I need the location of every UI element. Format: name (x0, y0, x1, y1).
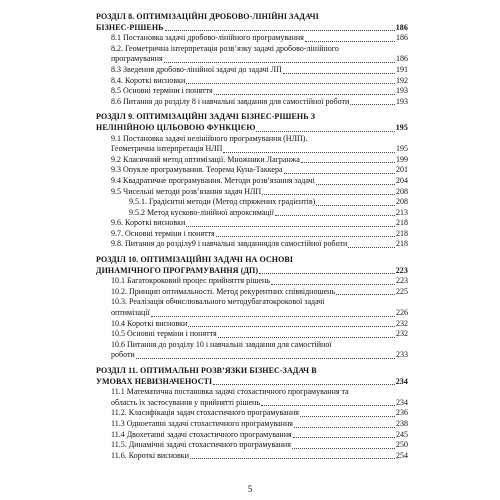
toc-page-number: 199 (396, 154, 408, 164)
toc-subsection-entry (96, 287, 408, 298)
toc-subsection-entry (96, 218, 408, 229)
toc-entry-title: 8.3 Зведення дробово-лінійної задачі до задачі ЛП (111, 64, 282, 74)
toc-subsection-entry (96, 408, 408, 419)
toc-page-number: 225 (396, 286, 408, 296)
toc-section-entry (96, 366, 408, 387)
toc-entry-title-line2: УМОВАХ НЕВИЗНАЧЕНОСТІ (96, 376, 213, 386)
toc-section-entry (96, 255, 408, 276)
dot-leader (165, 30, 395, 31)
toc-subsection-entry (96, 76, 408, 87)
toc-subsection-entry (96, 187, 408, 198)
toc-page-number: 218 (396, 218, 408, 228)
toc-entry-title-line1: РОЗДІЛ 8. ОПТИМІЗАЦІЙНІ ДРОБОВО-ЛІНІЙНІ ЗАДАЧІ (96, 12, 319, 21)
toc-entry-title: 11.6. Короткі висновки (111, 450, 189, 460)
dot-leader (259, 273, 395, 274)
dot-leader (151, 316, 395, 317)
toc-page-number: 218 (396, 228, 408, 238)
toc-entry-title: 8.4. Короткі висновки (111, 75, 186, 85)
toc-entry-title: 9.3 Опукле програмування. Теорема Куна-Таккера (111, 165, 283, 175)
toc-entry-title: 8.6 Питання до розділу 8 і навчальні завдання для самостійної роботи (111, 96, 350, 106)
toc-page-number: 213 (396, 207, 408, 217)
toc-subsection-entry (96, 176, 408, 187)
toc-page-number: 195 (396, 144, 408, 154)
dot-leader (283, 73, 395, 74)
dot-leader (164, 62, 395, 63)
toc-entry-title: 9.5.1. Градієнтні методи (Метод спряжених градієнтів) (129, 197, 316, 207)
toc-entry-title: 9.7. Основні терміни і поняття (111, 228, 215, 238)
dot-leader (216, 236, 395, 237)
toc-page-number: 193 (396, 96, 408, 106)
toc-entry-title-line1: РОЗДІЛ 10. ОПТИМІЗАЦІЙНІ ЗАДАЧІ НА ОСНОВІ (96, 255, 294, 265)
toc-subsection-entry (96, 229, 408, 240)
toc-subsection-entry (96, 297, 408, 318)
toc-page-number: 232 (396, 329, 408, 339)
toc-page-number: 218 (396, 239, 408, 249)
toc-entry-title: 9.4 Квадратичне програмування. Методи розв’язання задачі (111, 175, 315, 185)
toc-entry-title: 11.5. Динамічні задачі стохастичного програмування (111, 440, 291, 450)
toc-page-number: 223 (396, 276, 408, 286)
toc-entry-title: 9.6. Короткі висновки (111, 218, 186, 228)
dot-leader (292, 448, 395, 449)
toc-subsection-entry (96, 387, 408, 408)
toc-page-number: 226 (396, 308, 408, 318)
toc-subsection-entry (96, 329, 408, 340)
toc-entry-title: 8.5 Основні терміни і поняття (111, 86, 213, 96)
toc-page-number: 192 (396, 75, 408, 85)
toc-page-number: 201 (396, 165, 408, 175)
toc-page-number: 204 (396, 175, 408, 185)
dot-leader (223, 152, 395, 153)
toc-entry-title: 11.4 Двохетапні задачі стохастичного програмування (111, 429, 292, 439)
dot-leader (188, 326, 395, 327)
toc-page-number: 193 (396, 86, 408, 96)
toc-entry-title-line1: 8.2. Геометрична інтерпретація розв’язку задачі дробово-лінійного (111, 43, 339, 53)
toc-entry-title: 9.8. Питання до розділу9 і навчальні завданнядля самостійної роботи (111, 239, 348, 249)
dot-leader (284, 173, 395, 174)
toc-page-number: 186 (396, 33, 408, 43)
toc-subsection-entry (96, 165, 408, 176)
toc-subsection-entry (96, 86, 408, 97)
toc-section-entry (96, 112, 408, 133)
dot-leader (316, 205, 395, 206)
toc-entry-title: 9.5.2 Метод кусково-лінійної апроксимації (129, 207, 275, 217)
dot-leader (294, 427, 395, 428)
toc-page-number: 236 (396, 408, 408, 418)
toc-subsection-entry (96, 197, 408, 208)
toc-page-number: 186 (395, 22, 408, 32)
toc-entry-title-line2: БІЗНЕС-РІШЕНЬ (96, 22, 164, 32)
dot-leader (136, 358, 395, 359)
toc-subsection-entry (96, 319, 408, 330)
dot-leader (275, 215, 395, 216)
toc-entry-title-line1: 9.1 Постановка задачі нелінійного програмування (НЛП). (111, 133, 308, 143)
page-number: 5 (247, 484, 253, 494)
toc-page-number: 195 (395, 122, 408, 132)
toc-page-number: 232 (396, 318, 408, 328)
toc-subsection-entry (96, 451, 408, 462)
dot-leader (271, 284, 395, 285)
toc-subsection-entry (96, 97, 408, 108)
toc-page-number: 208 (396, 197, 408, 207)
dot-leader (348, 247, 395, 248)
toc-page-number: 191 (396, 64, 408, 74)
toc-entry-title-line2: область їх застосування у прийнятті рішень (111, 397, 260, 407)
toc-subsection-entry (96, 65, 408, 76)
toc-entry-title-line1: РОЗДІЛ 11. ОПТИМАЛЬНІ РОЗВ’ЯЗКИ БІЗНЕС-ЗАДАЧ В (96, 366, 317, 375)
dot-leader (300, 416, 395, 417)
toc-entry-title-line1: РОЗДІЛ 9. ОПТИМІЗАЦІЙНІ ЗАДАЧІ БІЗНЕС-РІШЕНЬ З (96, 112, 316, 122)
toc-page-number: 234 (395, 376, 408, 386)
toc-entry-title-line2: НЕЛІНІЙНОЮ ЦІЛЬОВОЮ ФУНКЦІЄЮ (96, 122, 256, 132)
dot-leader (214, 94, 395, 95)
dot-leader (218, 337, 395, 338)
dot-leader (261, 405, 395, 406)
toc-entry-title-line2: ДИНАМІЧНОГО ПРОГРАМУВАННЯ (ДП) (96, 265, 259, 275)
toc-subsection-entry (96, 44, 408, 65)
toc-entry-title-line2: програмування (111, 54, 163, 64)
toc-subsection-entry (96, 276, 408, 287)
toc-page-number: 245 (396, 429, 408, 439)
toc-subsection-entry (96, 155, 408, 166)
dot-leader (186, 226, 395, 227)
toc-page-number: 208 (396, 186, 408, 196)
toc-page-number: 186 (396, 54, 408, 64)
toc-subsection-entry (96, 430, 408, 441)
toc-entry-title-line1: 10.3. Реалізація обчислювального методубагатокрокової задачі (111, 297, 325, 307)
toc-entry-title: 11.3 Однoетапні задачі стохастичного програмування (111, 418, 293, 428)
toc-page-number: 254 (396, 450, 408, 460)
toc-page-number: 223 (395, 265, 408, 275)
toc-entry-title: 10.1 Багатокроковий процес прийняття рішень (111, 276, 270, 286)
toc-page-number: 250 (396, 440, 408, 450)
toc-section-entry (96, 12, 408, 33)
toc-subsection-entry (96, 208, 408, 219)
toc-page-number: 233 (396, 350, 408, 360)
dot-leader (350, 104, 395, 105)
toc-subsection-entry (96, 340, 408, 361)
dot-leader (301, 162, 395, 163)
toc-entry-title: 9.2 Класичний метод оптимізації. Множники Лагранжа (111, 154, 300, 164)
toc-subsection-entry (96, 419, 408, 430)
dot-leader (336, 294, 395, 295)
toc-entry-title-line2: Геометрична інтерпретація НЛП (111, 144, 223, 154)
dot-leader (256, 131, 394, 132)
dot-leader (213, 384, 394, 385)
toc-entry-title: 10.2. Принцип оптимальності. Метод рекурентних співвідношень (111, 286, 336, 296)
toc-subsection-entry (96, 440, 408, 451)
dot-leader (262, 194, 395, 195)
dot-leader (190, 458, 395, 459)
toc-entry-title-line2: роботи (111, 350, 135, 360)
dot-leader (293, 437, 395, 438)
toc-entry-title-line2: оптимізації (111, 308, 150, 318)
dot-leader (305, 41, 395, 42)
toc-entry-title-line1: 10.6 Питання до розділу 10 і навчальні завдання для самостійної (111, 339, 332, 349)
toc-page-number: 238 (396, 418, 408, 428)
toc-entry-title: 10.4 Короткі висновки (111, 318, 188, 328)
dot-leader (186, 83, 395, 84)
toc-entry-title: 10.5 Основні терміни і поняття (111, 329, 217, 339)
toc-page-number: 234 (396, 397, 408, 407)
toc-subsection-entry (96, 239, 408, 250)
toc-entry-title: 8.1 Постановка задачі дробово-лінійного програмування (111, 33, 304, 43)
toc-entry-title-line1: 11.1 Математична постановка задачі стохастичного програмування та (111, 387, 349, 397)
toc-subsection-entry (96, 33, 408, 44)
toc-entry-title: 9.5 Чисельні методи розв’язання задач НЛП (111, 186, 262, 196)
table-of-contents (96, 12, 408, 461)
toc-entry-title: 11.2. Класифікація задач стохастичного програмування (111, 408, 299, 418)
toc-subsection-entry (96, 134, 408, 155)
dot-leader (316, 184, 395, 185)
